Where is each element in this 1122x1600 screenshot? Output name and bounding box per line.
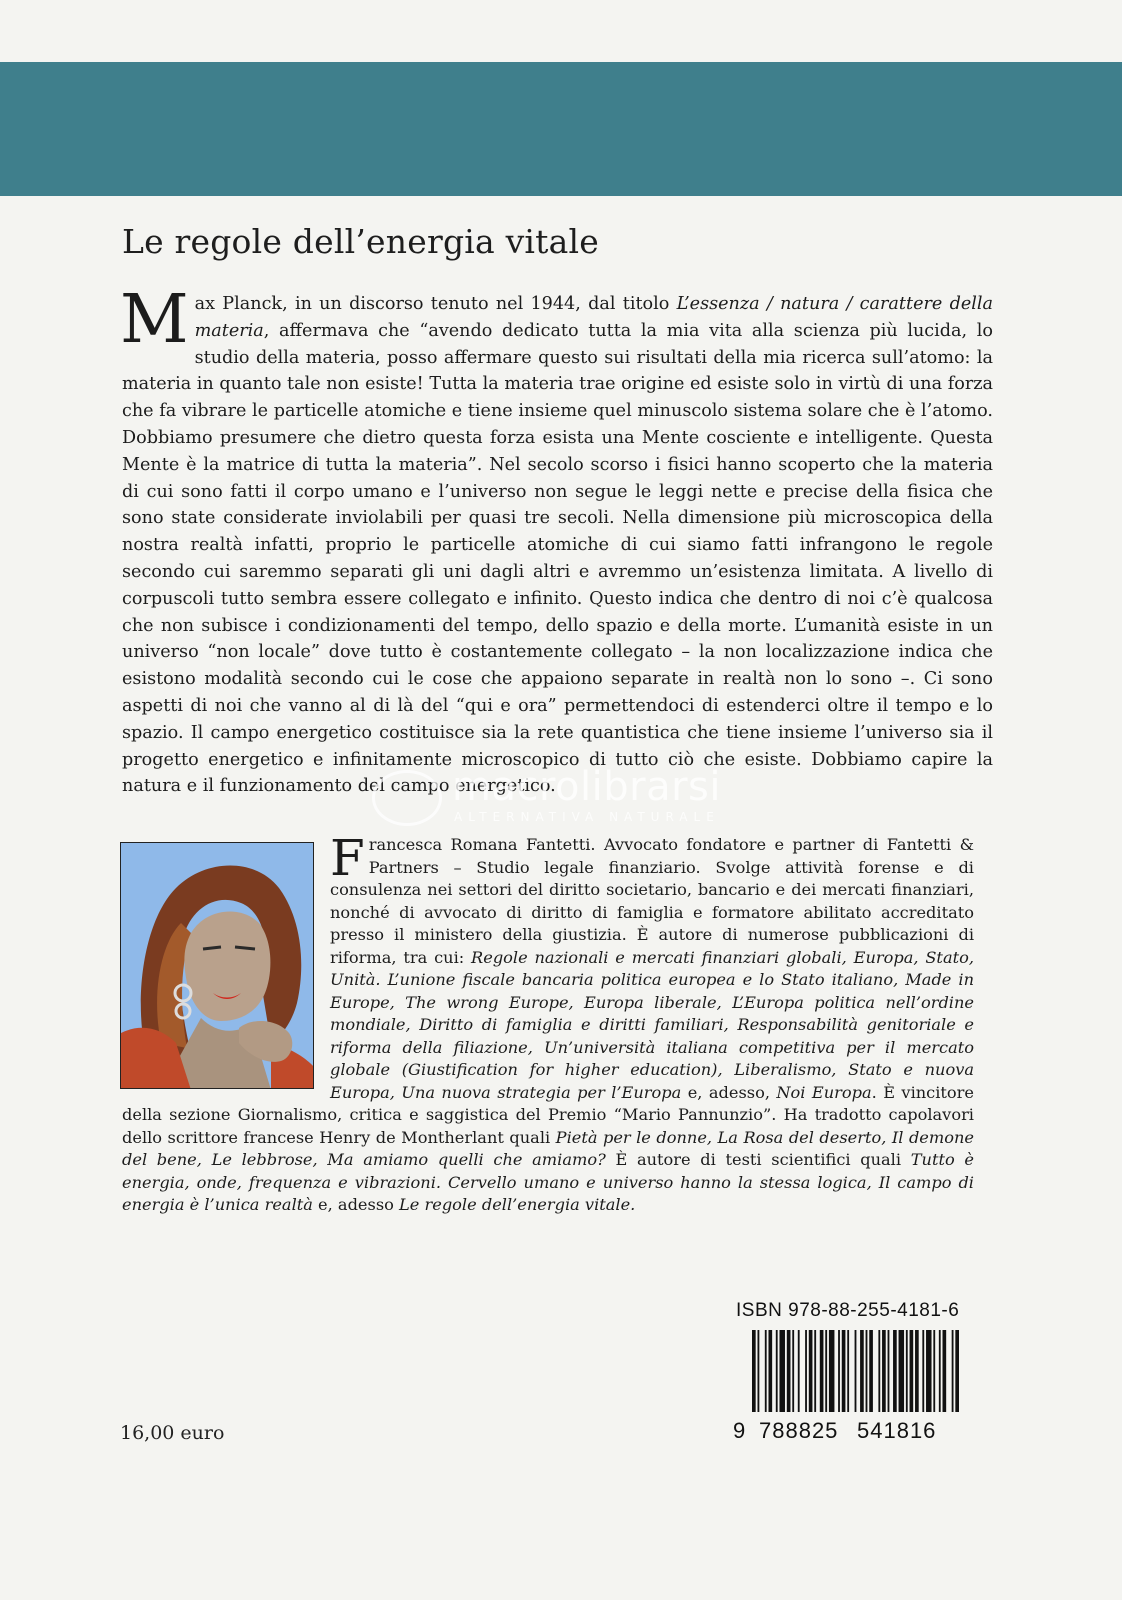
- author-bio-works-3: Pietà per le donne, La Rosa del deserto, Il demone del bene, Le lebbrose, Ma amiamo quelli che amiamo?: [122, 1127, 974, 1169]
- barcode-digit-left-group: 788825: [759, 1418, 839, 1443]
- author-bio-text-1: rancesca Romana Fantetti. Avvocato fondatore e partner di Fantetti & Partners – Studio legale finanziario. Svolge attività forense e di consulenza nei settori del diritto societario, bancario e dei mercati finanziari, nonché di avvocato di diritto di famiglia e formatore abilitato accreditato presso il ministero della giustizia. È autore di numerose pubblicazioni di riforma, tra cui:: [330, 835, 974, 967]
- intro-body: , affermava che “avendo dedicato tutta la mia vita alla scienza più lucida, lo studio della materia, posso affermare questo sui risultati della mia ricerca sull’atomo: la materia in quanto tale non esiste! Tutta la materia trae origine ed esiste solo in virtù di una forza che fa vibrare le particelle atomiche e tiene insieme quel minuscolo sistema solare che è l’atomo. Dobbiamo presumere che dietro questa forza esista una Mente cosciente e intelligente. Questa Mente è la matrice di tutta la materia”. Nel secolo scorso i fisici hanno scoperto che la materia di cui sono fatti il corpo umano e l’universo non segue le leggi nette e precise della fisica che sono state considerate inviolabili per quasi tre secoli. Nella dimensione più microscopica della nostra realtà infatti, proprio le particelle atomiche di cui siamo fatti infrangono le regole secondo cui saremmo separati gli uni dagli altri e avremmo un’esistenza limitata. A livello di corpuscoli tutto sembra essere collegato e infinito. Questo indica che dentro di noi c’è qualcosa che non subisce i condizionamenti del tempo, dello spazio e della morte. L’umanità esiste in un universo “non locale” dove tutto è costantemente collegato – la non localizzazione indica che esistono modalità secondo cui le cose che appaiono separate in realtà non lo sono –. Ci sono aspetti di noi che vanno al di là del “qui e ora” permettendoci di estenderci oltre il tempo e lo spazio. Il campo energetico costituisce sia la rete quantistica che tiene insieme l’universo sia il progetto energetico e infinitamente microscopico di tutto ciò che esiste. Dobbiamo capire la natura e il funzionamento del campo energetico.: [122, 320, 993, 797]
- author-bio-text-4: È autore di testi scientifici quali: [605, 1150, 911, 1169]
- book-title: Le regole dell’energia vitale: [122, 222, 600, 261]
- author-bio-text-3: . È vincitore della sezione Giornalismo, critica e saggistica del Premio “Mario Pannunzio”. Ha tradotto capolavori dello scrittore francese Henry de Montherlant quali: [122, 1082, 974, 1147]
- watermark-tagline: ALTERNATIVA NATURALE: [454, 810, 720, 824]
- barcode-digit-first: 9: [733, 1418, 747, 1443]
- barcode-digit-right-group: 541816: [857, 1418, 937, 1443]
- author-dropcap: F: [330, 829, 365, 887]
- intro-lead: ax Planck, in un discorso tenuto nel 1944, dal titolo: [194, 294, 677, 314]
- author-bio-works-2: Noi Europa: [776, 1082, 872, 1102]
- top-color-band: [0, 62, 1122, 196]
- isbn-label: ISBN 978-88-255-4181-6: [736, 1300, 960, 1321]
- author-bio-text-5: e, adesso: [312, 1195, 400, 1214]
- watermark-name: macrolibrarsi: [452, 764, 721, 810]
- author-bio-works-1: Regole nazionali e mercati finanziari globali, Europa, Stato, Unità. L’unione fiscale bancaria politica europea e lo Stato italiano, Made in Europe, The wrong Europe, Europa liberale, L’Europa politica nell’ordine mondiale, Diritto di famiglia e diritti familiari, Responsabilità genitoriale e riforma della filiazione, Un’università italiana competitiva per il mercato globale (Giustification for higher education), Liberalismo, Stato e nuova Europa, Una nuova strategia per l’Europa: [330, 947, 974, 1102]
- intro-paragraph: [120, 280, 993, 800]
- author-bio-works-4: Tutto è energia, onde, frequenza e vibrazioni. Cervello umano e universo hanno la stessa logica, Il campo di energia è l’unica realtà: [122, 1150, 974, 1214]
- author-bio-text-2: e, adesso,: [681, 1082, 777, 1102]
- barcode-icon: [752, 1330, 959, 1412]
- price-label: 16,00 euro: [120, 1422, 225, 1444]
- intro-dropcap: M: [120, 280, 189, 358]
- author-bio-works-5: Le regole dell’energia vitale.: [399, 1195, 636, 1214]
- intro-work-title: L’essenza / natura / carattere della materia: [194, 294, 993, 341]
- author-bio: [122, 829, 974, 1217]
